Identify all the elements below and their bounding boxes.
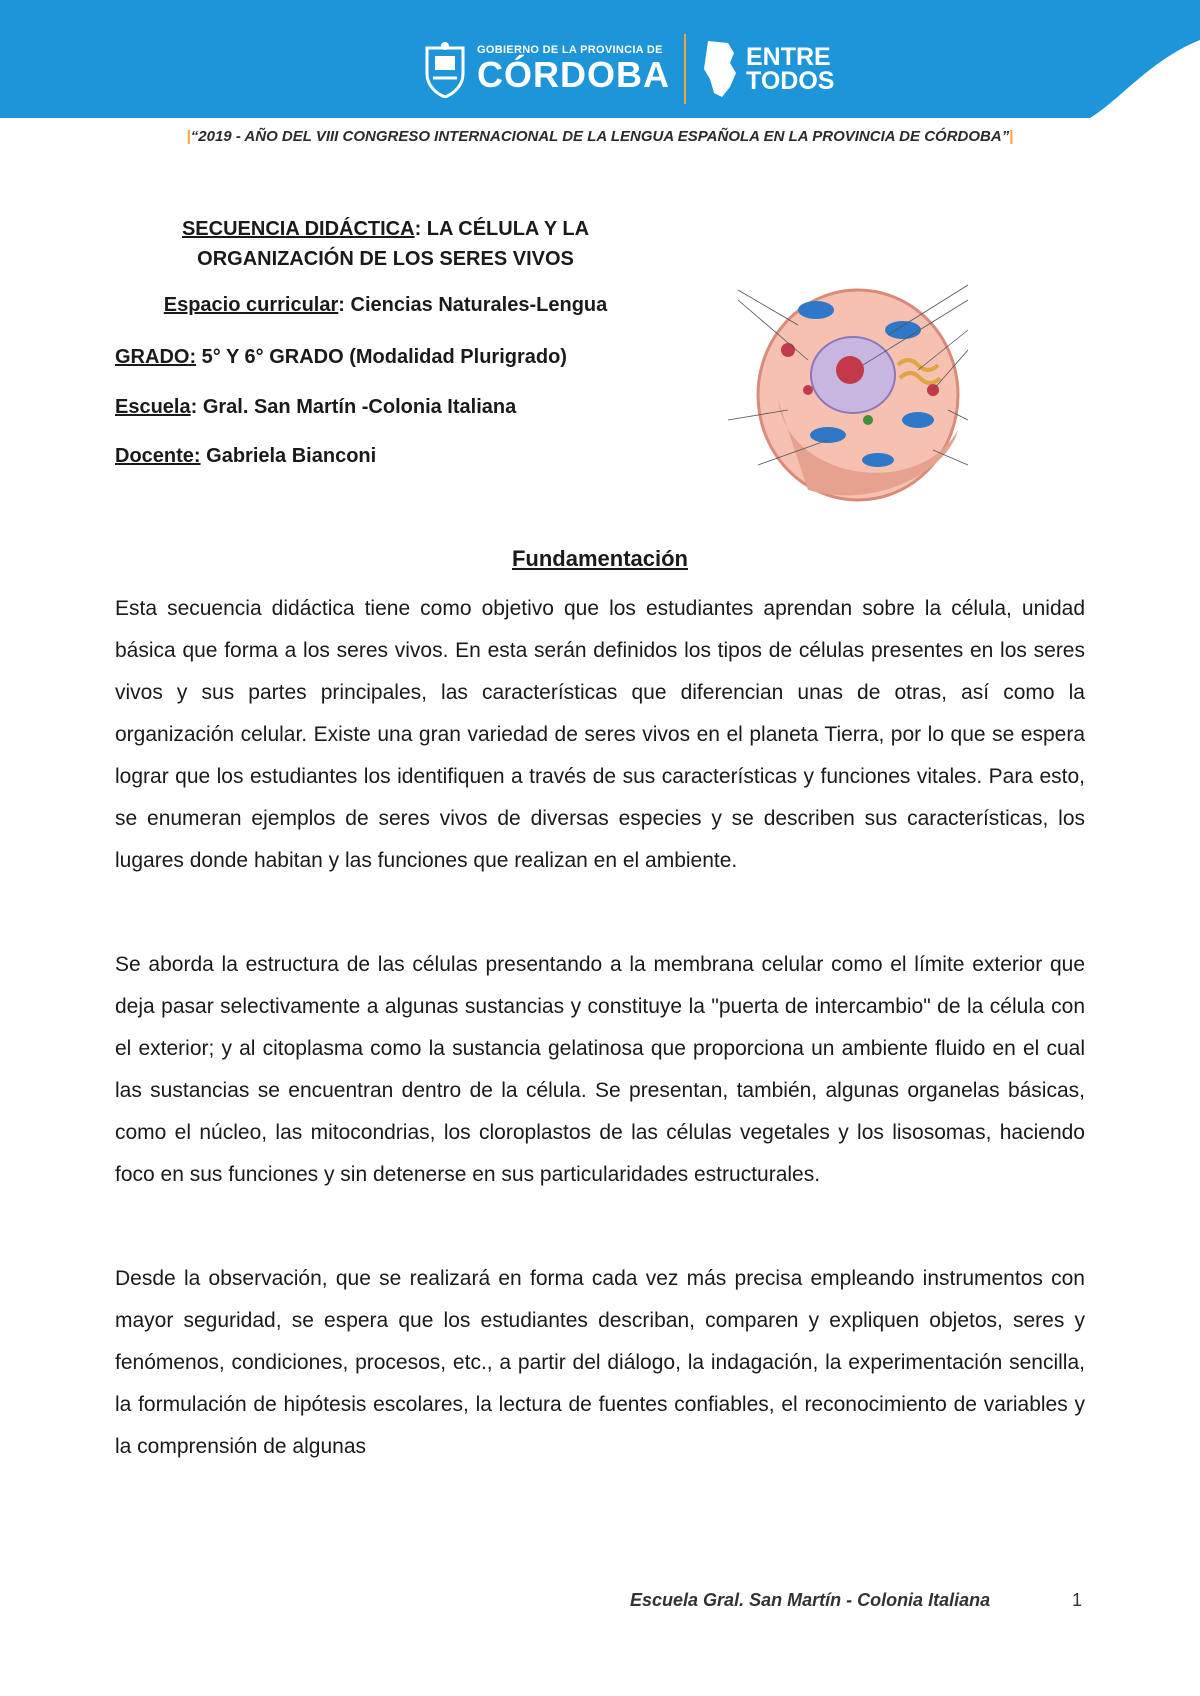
grado-label: GRADO: xyxy=(115,346,197,368)
escuela-label: Escuela xyxy=(115,396,191,418)
docente-value: Gabriela Bianconi xyxy=(200,445,377,467)
paragraph-2: Se aborda la estructura de las células presentando a la membrana celular como el límite exterior que deja pasar selectivamente a algunas sustancias y constituye la "puerta de intercambio" de la célula con el exterior; y al citoplasma como la sustancia gelatinosa que proporciona un ambiente fluido en el cual las sustancias se encuentran dentro de la célula. Se presentan, también, algunas organelas básicas, como el núcleo, las mitocondrias, los cloroplastos de las células vegetales y los lisosomas, haciendo foco en sus funciones y sin detenerse en sus particularidades estructurales. xyxy=(115,953,1085,1186)
gov-line: GOBIERNO DE LA PROVINCIA DE xyxy=(477,44,663,56)
slogan-line-2: TODOS xyxy=(746,67,835,95)
espacio-label: Espacio curricular xyxy=(163,294,339,316)
government-logo xyxy=(423,34,834,104)
title-label: SECUENCIA DIDÁCTICA xyxy=(181,218,415,240)
paragraph-3: Desde la observación, que se realizará en forma cada vez más precisa empleando instrumentos con mayor seguridad, se espera que los estudiantes describan, comparen y expliquen objetos, seres y fenómenos, condiciones, procesos, etc., a partir del diálogo, la indagación, la experimentación sencilla, la formulación de hipótesis escolares, la lectura de fuentes confiables, el reconocimiento de variables y la comprensión de algunas xyxy=(115,1267,1085,1458)
espacio-curricular xyxy=(113,294,658,317)
espacio-value: : Ciencias Naturales-Lengua xyxy=(338,294,608,316)
section-heading: Fundamentación xyxy=(511,546,688,571)
grado-value: 5° Y 6° GRADO (Modalidad Plurigrado) xyxy=(196,346,567,368)
animal-cell-illustration xyxy=(718,270,1048,510)
docente xyxy=(115,445,376,468)
title-rest: : LA CÉLULA Y LA xyxy=(414,218,590,240)
province-name: CÓRDOBA xyxy=(477,54,670,95)
document-title xyxy=(113,214,658,274)
logo-divider xyxy=(684,34,686,104)
grado xyxy=(115,346,567,369)
year-motto: |“2019 - AÑO DEL VIII CONGRESO INTERNACIONAL DE LA LENGUA ESPAÑOLA EN LA PROVINCIA DE CÓRDOBA”| xyxy=(186,128,1014,145)
title-line-2: ORGANIZACIÓN DE LOS SERES VIVOS xyxy=(197,248,574,270)
footer-school: Escuela Gral. San Martín - Colonia Italiana xyxy=(630,1590,991,1610)
escuela xyxy=(115,396,516,419)
slogan-line-1: ENTRE xyxy=(746,43,831,71)
paragraph-1: Esta secuencia didáctica tiene como objetivo que los estudiantes aprendan sobre la célula, unidad básica que forma a los seres vivos. En esta serán definidos los tipos de células presentes en los seres vivos y sus partes principales, las características que diferencian unas de otras, así como la organización celular. Existe una gran variedad de seres vivos en el planeta Tierra, por lo que se espera lograr que los estudiantes los identifiquen a través de sus características y funciones vitales. Para esto, se enumeran ejemplos de seres vivos de diversas especies y se describen sus características, los lugares donde habitan y las funciones que realizan en el ambiente. xyxy=(115,597,1085,872)
page-number: 1 xyxy=(1072,1590,1083,1610)
province-shield-icon xyxy=(423,40,467,98)
escuela-value: : Gral. San Martín -Colonia Italiana xyxy=(190,396,517,418)
motto-text: “2019 - AÑO DEL VIII CONGRESO INTERNACIONAL DE LA LENGUA ESPAÑOLA EN LA PROVINCIA DE CÓRDOBA” xyxy=(190,128,1010,145)
docente-label: Docente: xyxy=(115,445,201,467)
province-map-icon xyxy=(700,39,738,99)
